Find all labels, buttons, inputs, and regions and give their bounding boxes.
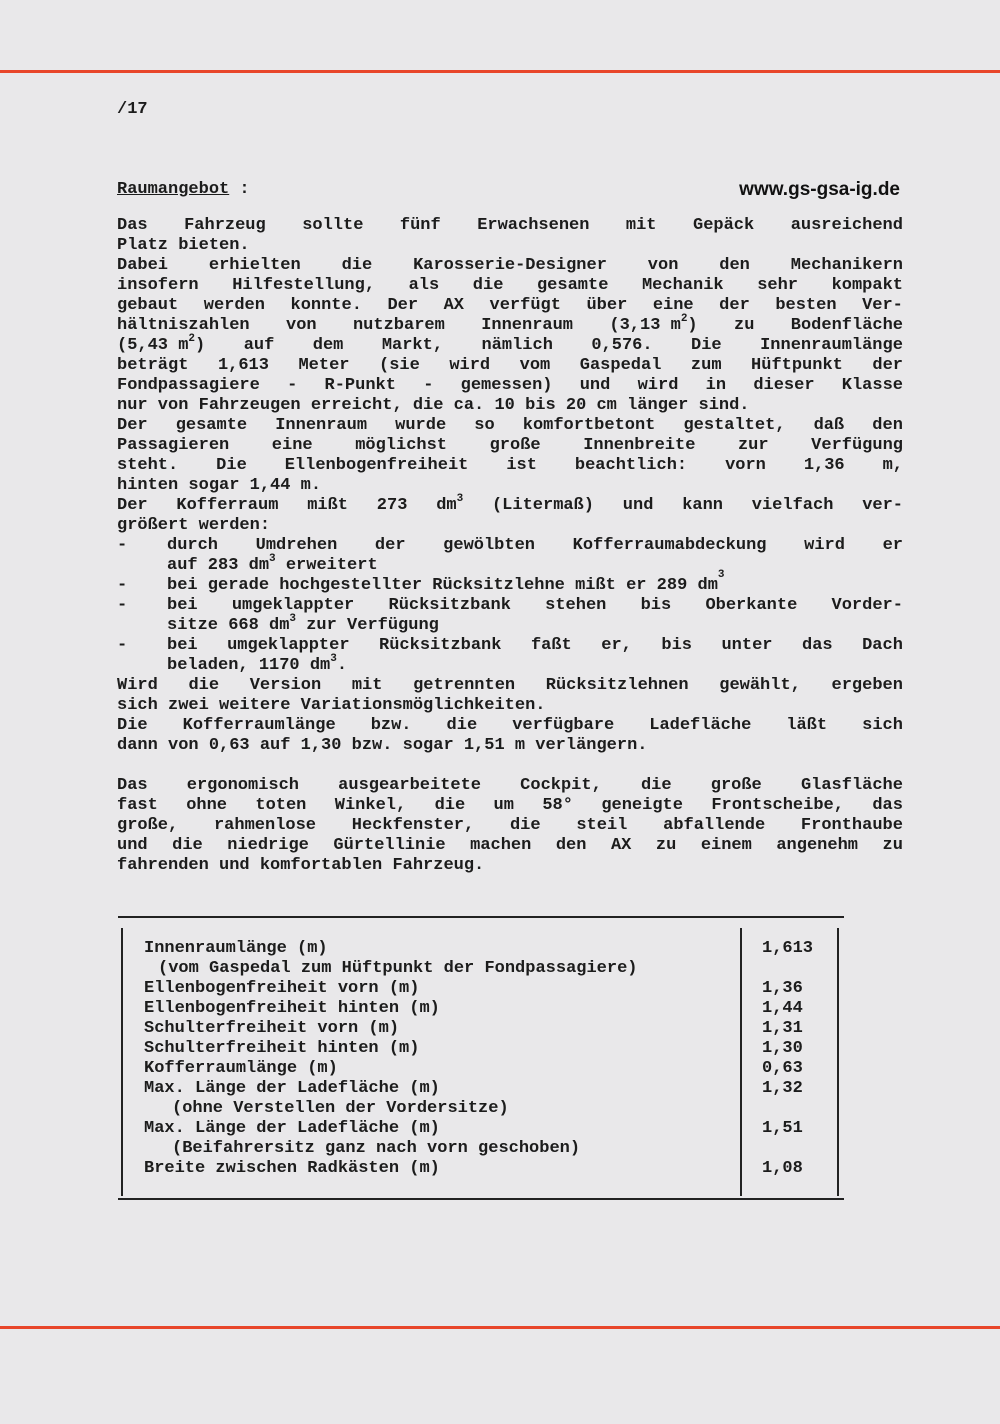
row-label: (vom Gaspedal zum Hüftpunkt der Fondpassagiere) — [158, 959, 638, 978]
text-word: 0,576. — [591, 336, 653, 355]
text-word: ohne — [186, 796, 227, 815]
text-word: zum — [690, 356, 722, 375]
text-line — [117, 276, 903, 296]
text-word: steht. — [117, 456, 179, 475]
row-value: 1,08 — [762, 1159, 803, 1178]
text-word: in — [705, 376, 727, 395]
text-word: Fronthaube — [800, 816, 903, 835]
bullet-text — [167, 596, 903, 616]
text-word: Karosserie-Designer — [413, 256, 607, 275]
bullet-dash: - — [117, 576, 128, 595]
text-word: Winkel, — [334, 796, 407, 815]
text-word: beachtlich: — [574, 456, 688, 475]
text-word: ergonomisch — [186, 776, 299, 795]
text-word: die — [446, 716, 478, 735]
body-text — [117, 216, 903, 876]
text-word: Frontscheibe, — [711, 796, 844, 815]
text-word: er, — [601, 636, 632, 655]
table-row — [118, 1159, 844, 1179]
text-line: größert werden: — [117, 516, 271, 535]
text-fragment: ) — [195, 336, 206, 355]
text-line — [117, 836, 903, 856]
text-word: und — [579, 376, 611, 395]
row-value: 0,63 — [762, 1059, 803, 1078]
text-word: bei — [167, 596, 198, 615]
row-label: (ohne Verstellen der Vordersitze) — [172, 1099, 509, 1118]
superscript: 3 — [717, 569, 725, 581]
text-word: insofern — [117, 276, 199, 295]
bullet-dash: - — [117, 536, 128, 555]
text-line — [117, 376, 903, 396]
table-top-border — [118, 916, 844, 918]
text-word: Innenraum — [275, 416, 368, 435]
row-label: Schulterfreiheit vorn (m) — [144, 1019, 400, 1038]
text-word: als — [408, 276, 440, 295]
text-word: zu — [882, 836, 903, 855]
text-word: vom — [519, 356, 551, 375]
text-word: angenehm — [776, 836, 858, 855]
section-heading — [117, 180, 250, 199]
text-word: die — [188, 676, 220, 695]
text-word: Mechanik — [641, 276, 724, 295]
row-label: Max. Länge der Ladefläche (m) — [144, 1119, 440, 1138]
text-word: Mechanikern — [790, 256, 903, 275]
text-word: unter — [721, 636, 773, 655]
row-label: Max. Länge der Ladefläche (m) — [144, 1079, 440, 1098]
text-word: Rücksitzbank — [388, 596, 511, 615]
text-word: Der — [117, 496, 148, 515]
text-word: Der — [387, 296, 419, 315]
text-fragment: erweitert — [275, 556, 378, 575]
text-word: gewölbten — [443, 536, 535, 555]
text-word: 273 — [376, 496, 408, 515]
text-word: gemessen) — [460, 376, 553, 395]
row-value: 1,32 — [762, 1079, 803, 1098]
text-word: den — [872, 416, 903, 435]
text-line: nur von Fahrzeugen erreicht, die ca. 10 bis 20 cm länger sind. — [117, 396, 750, 415]
text-word: möglichst — [355, 436, 448, 455]
text-fragment: (5,43 m — [117, 336, 189, 355]
text-word: vorn — [725, 456, 766, 475]
text-fragment: beladen, 1170 dm — [167, 656, 331, 675]
table-row — [118, 939, 844, 959]
superscript: 2 — [188, 333, 196, 346]
text-word: sehr — [757, 276, 798, 295]
text-word: einem — [700, 836, 752, 855]
text-word: und — [622, 496, 654, 515]
text-word: Die — [117, 716, 148, 735]
text-word: so — [474, 416, 495, 435]
text-word: ausreichend — [790, 216, 903, 235]
text-word: Klasse — [841, 376, 903, 395]
row-label: Ellenbogenfreiheit vorn (m) — [144, 979, 420, 998]
text-word: Ladefläche — [649, 716, 752, 735]
text-word: Verfügung — [811, 436, 903, 455]
text-word: geneigte — [601, 796, 683, 815]
bullet-text — [167, 569, 903, 596]
text-word: Fondpassagiere — [117, 376, 260, 395]
text-word: niedrige — [227, 836, 309, 855]
bullet-item — [117, 636, 903, 656]
text-line — [117, 816, 903, 836]
text-word: bei — [167, 636, 198, 655]
text-word: das — [802, 636, 833, 655]
text-word: verfügbare — [512, 716, 615, 735]
text-word: bzw. — [370, 716, 412, 735]
text-line — [117, 256, 903, 276]
text-word: läßt — [786, 716, 828, 735]
page-number: /17 — [117, 100, 148, 119]
text-word: Das — [117, 216, 148, 235]
text-word: Das — [117, 776, 148, 795]
text-word: R-Punkt — [324, 376, 396, 395]
text-word: Ver- — [862, 296, 903, 315]
text-word: bis — [640, 596, 672, 615]
bullet-item — [117, 596, 903, 616]
text-word: 1,36 — [803, 456, 845, 475]
text-word: der — [719, 296, 750, 315]
row-label: Innenraumlänge (m) — [144, 939, 328, 958]
text-word: AX — [610, 836, 632, 855]
text-word: gesamte — [175, 416, 248, 435]
text-word: steil — [576, 816, 628, 835]
text-fragment: m — [670, 316, 681, 335]
row-label: Breite zwischen Radkästen (m) — [144, 1159, 440, 1178]
spec-table — [118, 916, 844, 1200]
text-line — [117, 216, 903, 236]
text-line: hinten sogar 1,44 m. — [117, 476, 322, 495]
text-word: (sie — [379, 356, 420, 375]
bullet-dash: - — [117, 596, 128, 615]
text-line — [117, 796, 903, 816]
table-row — [118, 1139, 844, 1159]
text-word: toten — [255, 796, 307, 815]
text-word: Innenbreite — [583, 436, 696, 455]
table-row — [118, 1019, 844, 1039]
text-word: kompakt — [831, 276, 903, 295]
text-word: 58° — [542, 796, 573, 815]
text-word: zu — [734, 316, 755, 335]
text-word: Wird — [117, 676, 158, 695]
text-line: dann von 0,63 auf 1,30 bzw. sogar 1,51 m verlängern. — [117, 736, 648, 755]
text-word: Version — [249, 676, 322, 695]
text-word: rahmenlose — [213, 816, 317, 835]
text-word: auf — [243, 336, 275, 355]
text-word: beträgt — [117, 356, 189, 375]
text-word — [117, 333, 206, 356]
text-word: der — [374, 536, 406, 555]
row-label: (Beifahrersitz ganz nach vorn geschoben) — [172, 1139, 581, 1158]
text-word: gestaltet, — [683, 416, 786, 435]
row-value: 1,30 — [762, 1039, 803, 1058]
text-word: Fahrzeug — [184, 216, 266, 235]
text-word: und — [117, 836, 148, 855]
text-word: Rücksitzlehnen — [545, 676, 689, 695]
row-label: Schulterfreiheit hinten (m) — [144, 1039, 420, 1058]
text-word: hältniszahlen — [117, 316, 250, 335]
text-word: Die — [216, 456, 247, 475]
text-word: m, — [882, 456, 903, 475]
text-word: Heckfenster, — [351, 816, 475, 835]
text-word: Hilfestellung, — [232, 276, 376, 295]
text-fragment: dm — [436, 496, 457, 515]
text-word: gesamte — [536, 276, 609, 295]
text-word: 1,613 — [217, 356, 269, 375]
text-word: große — [710, 776, 762, 795]
text-word: abfallende — [663, 816, 766, 835]
text-word: sollte — [302, 216, 364, 235]
text-line — [117, 436, 903, 456]
text-fragment: zur Verfügung — [296, 616, 439, 635]
text-line: sich zwei weitere Variationsmöglichkeiten. — [117, 696, 546, 715]
row-label: Kofferraumlänge (m) — [144, 1059, 338, 1078]
bullet-item — [117, 536, 903, 556]
text-word: Markt, — [381, 336, 444, 355]
text-word: Kofferraumlänge — [182, 716, 336, 735]
text-word: wird — [804, 536, 845, 555]
text-word: Kofferraumabdeckung — [572, 536, 767, 555]
text-word: ausgearbeitete — [338, 776, 481, 795]
bullet-item — [117, 569, 903, 596]
text-word: stehen — [545, 596, 607, 615]
text-word: Umdrehen — [255, 536, 338, 555]
row-value: 1,44 — [762, 999, 803, 1018]
bottom-red-rule — [0, 1326, 1000, 1329]
section-heading-colon: : — [239, 180, 250, 199]
text-word: werden — [203, 296, 265, 315]
superscript: 3 — [330, 653, 337, 666]
text-word: faßt — [530, 636, 572, 655]
text-word: den — [719, 256, 750, 275]
text-word: von — [647, 256, 679, 275]
text-word: vielfach — [751, 496, 834, 515]
text-fragment: auf 283 dm — [167, 556, 270, 575]
text-fragment: . — [336, 656, 348, 675]
text-word: die — [341, 256, 373, 275]
table-row — [118, 999, 844, 1019]
text-word: um — [493, 796, 514, 815]
text-fragment: (3,13 — [609, 316, 661, 335]
text-word: er — [882, 536, 903, 555]
text-word: besten — [775, 296, 837, 315]
text-word: erhielten — [208, 256, 301, 275]
text-word: kann — [682, 496, 723, 515]
text-word: Innenraumlänge — [760, 336, 903, 355]
text-line — [117, 776, 903, 796]
text-word: mißt — [307, 496, 349, 515]
text-word: Ellenbogenfreiheit — [284, 456, 469, 475]
text-line — [117, 356, 903, 376]
text-word: Innenraum — [481, 316, 574, 335]
text-word: konnte. — [290, 296, 362, 315]
table-row — [118, 1119, 844, 1139]
text-word: Dabei — [117, 256, 169, 275]
text-word: machen — [470, 836, 532, 855]
text-word: von — [286, 316, 317, 335]
text-fragment: bei gerade hochgestellter Rücksitzlehne mißt er 289 dm — [167, 576, 718, 595]
text-word: verfügt — [489, 296, 561, 315]
table-row — [118, 1079, 844, 1099]
text-word: die — [640, 776, 672, 795]
paragraph-gap — [117, 756, 903, 776]
text-word: Kofferraum — [176, 496, 279, 515]
text-word: Gepäck — [693, 216, 755, 235]
table-row — [118, 1059, 844, 1079]
text-word: ergeben — [831, 676, 903, 695]
text-word: Vorder- — [831, 596, 903, 615]
text-word: Gürtellinie — [333, 836, 446, 855]
text-word: die — [172, 836, 203, 855]
text-word: dem — [312, 336, 344, 355]
text-line — [117, 493, 903, 516]
text-word: eine — [652, 296, 694, 315]
text-line — [117, 416, 903, 436]
text-word: fast — [117, 796, 158, 815]
text-line — [117, 456, 903, 476]
text-word: Passagieren — [117, 436, 230, 455]
text-word: daß — [813, 416, 845, 435]
bullet-text — [167, 536, 903, 556]
text-word: gewählt, — [719, 676, 801, 695]
text-word: über — [586, 296, 628, 315]
text-word: Hüftpunkt — [751, 356, 843, 375]
bullet-continuation — [117, 553, 903, 576]
text-word: Erwachsenen — [477, 216, 590, 235]
text-line — [117, 676, 903, 696]
text-word: Die — [691, 336, 722, 355]
text-word: sich — [862, 716, 903, 735]
text-word: durch — [167, 536, 219, 555]
text-fragment: ) — [687, 316, 698, 335]
row-value: 1,36 — [762, 979, 803, 998]
text-word: Bodenfläche — [790, 316, 903, 335]
text-word — [436, 493, 464, 516]
table-bottom-border — [118, 1198, 844, 1200]
text-word: - — [423, 376, 434, 395]
text-line — [117, 716, 903, 736]
text-word: getrennten — [413, 676, 516, 695]
text-word: bis — [661, 636, 692, 655]
text-line — [117, 333, 903, 356]
table-row — [118, 1039, 844, 1059]
text-word: AX — [443, 296, 464, 315]
website-watermark: www.gs-gsa-ig.de — [739, 179, 900, 200]
text-line: Platz bieten. — [117, 236, 250, 255]
text-word: wurde — [395, 416, 447, 435]
text-word — [609, 313, 698, 336]
text-word: das — [872, 796, 903, 815]
text-word: fünf — [399, 216, 441, 235]
superscript: 3 — [289, 613, 297, 626]
text-word: mit — [351, 676, 383, 695]
text-word: die — [434, 796, 466, 815]
bullet-text — [167, 636, 903, 656]
row-value: 1,613 — [762, 939, 814, 958]
table-row — [118, 959, 844, 979]
text-word: eine — [271, 436, 313, 455]
text-word: mit — [625, 216, 657, 235]
text-word: den — [555, 836, 587, 855]
text-word: ist — [506, 456, 537, 475]
text-word: (Litermaß) — [491, 496, 595, 515]
text-word: die — [509, 816, 541, 835]
top-red-rule — [0, 70, 1000, 73]
bullet-continuation — [117, 613, 903, 636]
text-word: Cockpit, — [520, 776, 602, 795]
text-word: Dach — [862, 636, 903, 655]
text-word: ver- — [862, 496, 903, 515]
text-word: Oberkante — [705, 596, 798, 615]
text-word: Gaspedal — [579, 356, 662, 375]
text-line — [117, 313, 903, 336]
text-line: fahrenden und komfortablen Fahrzeug. — [117, 856, 485, 875]
text-word: gebaut — [117, 296, 179, 315]
text-word: wird — [449, 356, 491, 375]
text-word: umgeklappter — [227, 636, 350, 655]
text-word: komfortbetont — [522, 416, 656, 435]
text-word: Rücksitzbank — [379, 636, 502, 655]
text-fragment: sitze 668 dm — [167, 616, 290, 635]
table-row — [118, 1099, 844, 1119]
text-word: nutzbarem — [352, 316, 445, 335]
text-word: die — [472, 276, 504, 295]
superscript: 3 — [456, 493, 464, 506]
bullet-continuation — [117, 653, 903, 676]
text-word: große — [489, 436, 541, 455]
text-word: Der — [117, 416, 148, 435]
text-word: nämlich — [481, 336, 553, 355]
text-word: - — [287, 376, 298, 395]
table-row — [118, 979, 844, 999]
superscript: 3 — [269, 553, 276, 566]
text-word: zur — [737, 436, 769, 455]
text-word: Glasfläche — [800, 776, 903, 795]
text-line — [117, 296, 903, 316]
text-word: der — [872, 356, 903, 375]
bullet-dash: - — [117, 636, 128, 655]
row-value: 1,51 — [762, 1119, 803, 1138]
text-word: dieser — [753, 376, 815, 395]
row-label: Ellenbogenfreiheit hinten (m) — [144, 999, 440, 1018]
text-word: große, — [117, 816, 179, 835]
superscript: 2 — [680, 313, 688, 326]
text-word: umgeklappter — [231, 596, 355, 615]
text-word: wird — [637, 376, 679, 395]
text-word: Meter — [298, 356, 350, 375]
text-word: zu — [655, 836, 677, 855]
row-value: 1,31 — [762, 1019, 803, 1038]
section-heading-title: Raumangebot — [117, 180, 230, 199]
